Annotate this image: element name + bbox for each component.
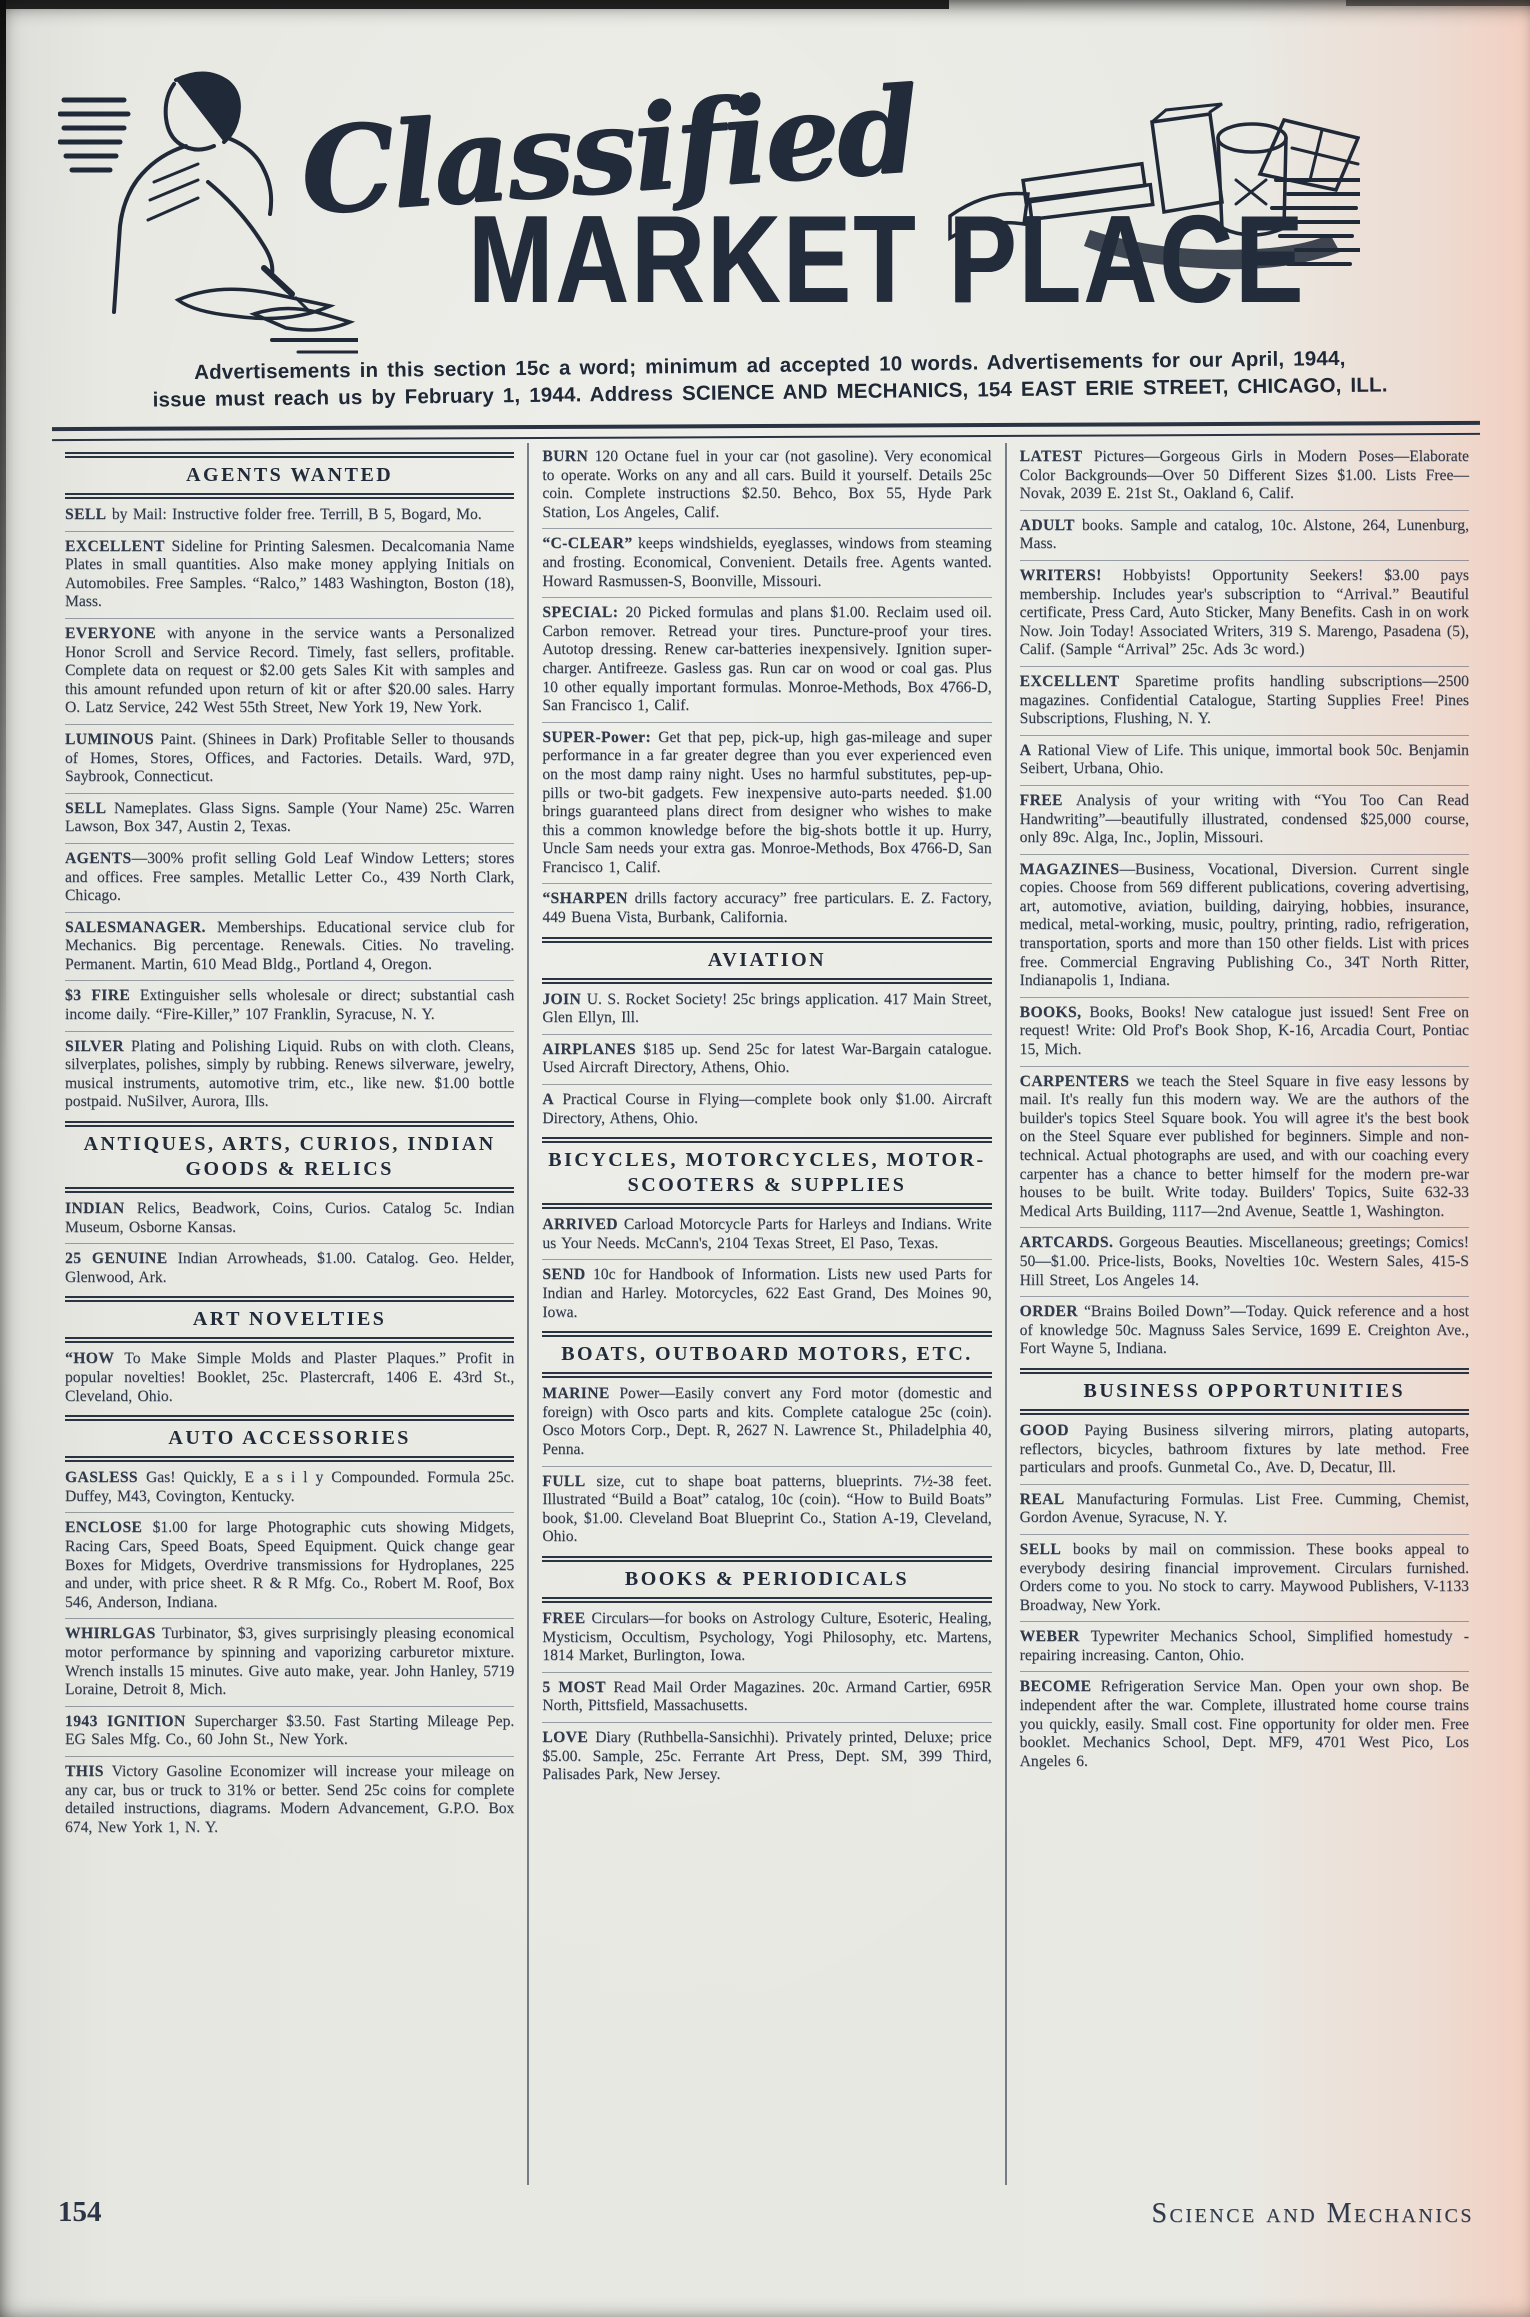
classified-ad: FREE Circulars—for books on Astrology Culture, Esoteric, Healing, Mysticism, Occultism, Psychology, Yogi Philosophy, etc. Martens, 1814 Market, Burlington, Iowa. [542, 1609, 992, 1665]
section-heading-label: BOOKS & PERIODICALS [542, 1560, 991, 1599]
classified-ad: ARTCARDS. Gorgeous Beauties. Miscellaneous; greetings; Comics! 50—$1.00. Price-lists, Books, Novelties 10c. Western Sales, 415-S Hill Street, Los Angeles 14. [1020, 1227, 1469, 1290]
ad-lead: MAGAZINES [1019, 860, 1120, 878]
ad-lead: FULL [542, 1472, 586, 1490]
ad-lead: FREE [1019, 791, 1063, 809]
section-heading [542, 1331, 991, 1378]
masthead-rule [52, 421, 1480, 441]
ad-lead: WRITERS! [1019, 566, 1102, 584]
ad-lead: LATEST [1019, 448, 1083, 465]
classified-ad: “C-CLEAR” keeps windshields, eyeglasses, windows from steaming and frosting. Economical, Convenient. Details free. Agents wanted. Howard Rasmussen-S, Boonville, Missouri. [542, 528, 991, 591]
ad-lead: ENCLOSE [65, 1519, 143, 1537]
classified-ad: BECOME Refrigeration Service Man. Open your own shop. Be independent after the war. Complete, illustrated home course trains you quickly, easily. Small cost. Fine opportunity for older men. Free booklet. Mechanics School, Dept. MF9, 4701 West Pico, Los Angeles 6. [1020, 1671, 1469, 1771]
section-heading [65, 452, 514, 499]
ad-lead: LUMINOUS [65, 730, 154, 748]
section-heading [1020, 1368, 1469, 1415]
ad-lead: 1943 IGNITION [65, 1712, 186, 1730]
ad-lead: EVERYONE [65, 624, 157, 642]
classified-ad: LUMINOUS Paint. (Shinees in Dark) Profitable Seller to thousands of Homes, Stores, Offices, and Factories. Details. Ward, 97D, Saybrook, Connecticut. [65, 724, 514, 787]
ad-lead: GOOD [1019, 1421, 1069, 1439]
classified-ad: 5 MOST Read Mail Order Magazines. 20c. Armand Cartier, 695R North, Pittsfield, Massachusetts. [542, 1672, 991, 1716]
ad-lead: 5 MOST [542, 1678, 606, 1696]
ad-lead: AIRPLANES [542, 1040, 637, 1058]
section-heading [542, 1556, 991, 1603]
classified-ad: WRITERS! Hobbyists! Opportunity Seekers! $3.00 pays membership. Includes year's subscription to “Arrival.” Beautiful certificate, Press Card, Auto Sticker, Many Benefits. Cash in on work Now. Join Today! Associated Writers, 319 S. Marengo, Pasadena (5), Calif. (Sample “Arrival” 25c. Ads 3c word.) [1020, 560, 1469, 660]
ad-lead: WHIRLGAS [65, 1625, 156, 1643]
ad-lead: EXCELLENT [65, 537, 165, 555]
classified-ad: INDIAN Relics, Beadwork, Coins, Curios. Catalog 5c. Indian Museum, Osborne Kansas. [65, 1200, 515, 1236]
ad-lead: SELL [65, 506, 107, 523]
ad-rates-line2: issue must reach us by February 1, 1944. Address SCIENCE AND MECHANICS, 154 EAST ERIE STREET, CHICAGO, ILL. [152, 373, 1388, 412]
ad-lead: REAL [1019, 1490, 1065, 1508]
section-heading-label: ART NOVELTIES [65, 1300, 514, 1339]
classified-ad: SPECIAL: 20 Picked formulas and plans $1.00. Reclaim used oil. Carbon remover. Retread your tires. Puncture-proof your tires. Autotop dressing. Renew car-batteries inexpensively. Ignition super-charger. Antifreeze. Gasless gas. Run car on wood or coal gas. Plus 10 other equally important formulas. Monroe-Methods, Box 4766-D, San Francisco 1, Calif. [542, 597, 991, 716]
ad-lead: JOIN [542, 990, 582, 1008]
classified-ad: A Practical Course in Flying—complete book only $1.00. Aircraft Directory, Athens, Ohio. [542, 1084, 991, 1128]
section-heading [542, 937, 991, 984]
ad-lead: WEBER [1019, 1628, 1080, 1646]
magazine-name: Science and Mechanics [1151, 2198, 1474, 2229]
classified-ad: “HOW To Make Simple Molds and Plaster Plaques.” Profit in popular novelties! Booklet, 25c. Plastercraft, 1406 E. 43rd St., Cleveland, Ohio. [65, 1350, 515, 1405]
column [52, 443, 527, 2185]
classified-ad: REAL Manufacturing Formulas. List Free. Cumming, Chemist, Gordon Avenue, Syracuse, N. Y. [1020, 1484, 1469, 1528]
ad-lead: BURN [542, 448, 589, 465]
classified-ad: “SHARPEN drills factory accuracy” free particulars. E. Z. Factory, 449 Buena Vista, Burbank, California. [542, 883, 991, 927]
section-heading-label: BICYCLES, MOTORCYCLES, MOTOR-SCOOTERS & SUPPLIES [542, 1141, 991, 1205]
classified-ad: BURN 120 Octane fuel in your car (not gasoline). Very economical to operate. Works on any and all cars. Build it yourself. Details 25c coin. Complete instructions $2.50. Behco, Box 55, Hyde Park Station, Los Angeles, Calif. [542, 448, 992, 521]
classified-ad: SELL books by mail on commission. These books appeal to everybody desiring financial improvement. Circulars furnished. Orders come to you. No stock to carry. Maywood Publishers, V-1133 Broadway, New York. [1020, 1534, 1469, 1615]
section-heading-label: AVIATION [542, 941, 991, 980]
classified-ad: ARRIVED Carload Motorcycle Parts for Harleys and Indians. Write us Your Needs. McCann's, 2104 Texas Street, El Paso, Texas. [542, 1216, 992, 1252]
ad-lead: CARPENTERS [1019, 1072, 1130, 1090]
ad-lead: THIS [65, 1762, 104, 1780]
ad-lead: EXCELLENT [1019, 672, 1120, 690]
section-heading-label: AGENTS WANTED [65, 456, 514, 495]
ad-lead: BECOME [1019, 1678, 1092, 1696]
section-heading [65, 1296, 514, 1343]
classified-ad: 25 GENUINE Indian Arrowheads, $1.00. Catalog. Geo. Helder, Glenwood, Ark. [65, 1243, 514, 1287]
section-heading-label: ANTIQUES, ARTS, CURIOS, INDIAN GOODS & RELICS [65, 1125, 514, 1189]
classified-ad: JOIN U. S. Rocket Society! 25c brings application. 417 Main Street, Glen Ellyn, Ill. [542, 990, 992, 1027]
ad-lead: ARRIVED [542, 1216, 618, 1234]
ad-lead: INDIAN [65, 1200, 125, 1218]
ad-lead: SUPER-Power: [542, 728, 652, 746]
ad-lead: GASLESS [65, 1469, 139, 1487]
classified-ad: WEBER Typewriter Mechanics School, Simplified homestudy - repairing increasing. Canton, Ohio. [1020, 1621, 1469, 1665]
classified-ad: LATEST Pictures—Gorgeous Girls in Modern Poses—Elaborate Color Backgrounds—Over 50 Different Sizes $1.00. Lists Free—Novak, 2039 E. 21st St., Oakland 6, Calif. [1019, 448, 1469, 503]
ad-lead: SELL [65, 799, 107, 817]
section-heading [65, 1415, 514, 1462]
section-heading-label: BUSINESS OPPORTUNITIES [1020, 1372, 1469, 1411]
classified-ad: 1943 IGNITION Supercharger $3.50. Fast Starting Mileage Pep. EG Sales Mfg. Co., 60 John St., New York. [65, 1706, 514, 1750]
classified-ad: SELL by Mail: Instructive folder free. Terrill, B 5, Bogard, Mo. [65, 506, 482, 523]
ad-lead: SPECIAL: [542, 604, 619, 622]
ad-lead: “C-CLEAR” [542, 535, 633, 553]
ad-lead: BOOKS, [1019, 1003, 1082, 1021]
classified-ad: MARINE Power—Easily convert any Ford motor (domestic and foreign) with Osco parts and kits. Complete catalogue 25c (coin). Osco Motors Corp., Dept. R, 2627 N. Lawrence St., Philadelphia 40, Penna. [542, 1385, 992, 1458]
ad-lead: “SHARPEN [542, 890, 628, 908]
classified-ad: MAGAZINES—Business, Vocational, Diversion. Current single copies. Choose from 569 different publications, covering advertising, art, automotive, aviation, building, dairying, hobbies, insurance, medical, metal-working, music, poultry, printing, radio, refrigeration, transportation, sports and more than 150 other fields. List with prices free. Commercial Engraving Publishing Co., 34T North Ritter, Indianapolis 1, Indiana. [1020, 854, 1469, 991]
column [1005, 443, 1482, 2185]
classified-ad: ORDER “Brains Boiled Down”—Today. Quick reference and a host of knowledge 50c. Magnuss Sales Service, 1699 E. Creighton Ave., Fort Wayne 5, Indiana. [1020, 1296, 1469, 1359]
classified-ad: ADULT books. Sample and catalog, 10c. Alstone, 264, Lunenburg, Mass. [1020, 510, 1469, 554]
ad-rates-line1: Advertisements in this section 15c a word; minimum ad accepted 10 words. Advertisements for our April, 1944, [193, 346, 1346, 385]
section-heading [542, 1137, 991, 1209]
ad-lead: SEND [542, 1266, 586, 1284]
ad-lead: ORDER [1019, 1303, 1078, 1321]
classified-ad: AGENTS—300% profit selling Gold Leaf Window Letters; stores and offices. Free samples. Metallic Letter Co., 439 North Clark, Chicago. [65, 843, 514, 906]
classified-ad: EVERYONE with anyone in the service wants a Personalized Honor Scroll and Service Record. Timely, fast sellers, profitable. Complete data on request or $2.00 gets Sales Kit with samples and this amount refunded upon return of kit or after $20.00 sales. Harry O. Latz Service, 242 West 55th Street, New York 19, New York. [65, 618, 514, 718]
classified-ad: ENCLOSE $1.00 for large Photographic cuts showing Midgets, Racing Cars, Speed Boats, Speed Equipment. Quick change gear Boxes for Midgets, Overdrive transmissions for Hydroplanes, 225 and under, with price sheet. R & R Mfg. Co., Robert M. Roof, Box 546, Anderson, Indiana. [65, 1512, 514, 1612]
ad-lead: SILVER [65, 1037, 125, 1055]
classified-ad: $3 FIRE Extinguisher sells wholesale or direct; substantial cash income daily. “Fire-Killer,” 107 Franklin, Syracuse, N. Y. [65, 980, 514, 1024]
page-footer [52, 2196, 1482, 2236]
classified-ad: GASLESS Gas! Quickly, E a s i l y Compounded. Formula 25c. Duffey, M43, Covington, Kentucky. [65, 1469, 515, 1505]
ad-lead: A [542, 1091, 554, 1109]
ad-lead: “HOW [65, 1350, 115, 1368]
ad-lead: ARTCARDS. [1019, 1234, 1114, 1252]
section-heading-label: AUTO ACCESSORIES [65, 1419, 514, 1458]
ad-lead: $3 FIRE [65, 987, 131, 1005]
classified-ad: LOVE Diary (Ruthbella-Sansichhi). Privately printed, Deluxe; price $5.00. Sample, 25c. Ferrante Art Press, Dept. SM, 399 Third, Palisades Park, New Jersey. [542, 1722, 991, 1785]
ad-lead: SELL [1019, 1540, 1062, 1558]
ad-lead: A [1019, 741, 1032, 759]
section-heading [65, 1121, 514, 1193]
classified-ad: CARPENTERS we teach the Steel Square in five easy lessons by mail. It's really fun this modern way. We are the authors of the builder's topics Steel Square book. You will agree it's the best book on the Steel Square ever published for beginners. Simple and non-technical. Actual photographs are used, and with our coaching every carpenter has a chance to better himself for the modern pre-war houses to be built. Write today. Builders' Topics, Suite 632-33 Medical Arts Building, 1117—2nd Avenue, Seattle 1, Washington. [1020, 1066, 1469, 1222]
classified-ad: GOOD Paying Business silvering mirrors, plating autoparts, reflectors, bicycles, bathroom fixtures by late method. Free particulars and proofs. Gunmetal Co., Ave. D, Decatur, Ill. [1019, 1421, 1469, 1477]
column [527, 443, 1004, 2185]
classified-columns [52, 443, 1482, 2185]
page-title-main: MARKET PLACE [468, 191, 1306, 329]
classified-ad: SELL Nameplates. Glass Signs. Sample (Your Name) 25c. Warren Lawson, Box 347, Austin 2, Texas. [65, 793, 514, 837]
classified-ad: SEND 10c for Handbook of Information. Lists new used Parts for Indian and Harley. Motorcycles, 622 East Grand, Des Moines 90, Iowa. [542, 1259, 991, 1322]
classified-ad: THIS Victory Gasoline Economizer will increase your mileage on any car, bus or truck to 31% or better. Send 25c coins for complete detailed instructions, diagrams. Modern Advancement, G.P.O. Box 674, New York 1, N. Y. [65, 1756, 514, 1837]
page-number: 154 [58, 2196, 102, 2228]
classified-ad: SILVER Plating and Polishing Liquid. Rubs on with cloth. Cleans, silverplates, polishes, simply by rubbing. Renews silverware, jewelry, musical instruments, automotive trim, etc., like new. $1.00 bottle postpaid. NuSilver, Aurora, Ills. [65, 1031, 514, 1112]
ad-lead: 25 GENUINE [65, 1250, 168, 1268]
page-title-script: Classified [296, 59, 921, 242]
ad-lead: LOVE [542, 1728, 589, 1746]
classified-ad: SUPER-Power: Get that pep, pick-up, high gas-mileage and super performance in a far greater degree than you ever experienced even on the most damp rainy night. Uses no harmful substitutes, pep-up-pills or two-bit gadgets. Few inexpensive auto-parts needed. $1.00 brings guaranteed plans direct from designer who wishes to make this a common knowledge before the big-shots bottle it up. Hurry, Uncle Sam needs your extra gas. Monroe-Methods, Box 4766-D, San Francisco 1, Calif. [542, 722, 991, 878]
section-heading-label: BOATS, OUTBOARD MOTORS, ETC. [542, 1335, 991, 1374]
ad-lead: SALESMANAGER. [65, 918, 206, 936]
ad-lead: MARINE [542, 1385, 610, 1403]
classified-ad: SALESMANAGER. Memberships. Educational service club for Mechanics. Big percentage. Renewals. Cities. No traveling. Permanent. Martin, 610 Mead Bldg., Portland 4, Oregon. [65, 912, 514, 975]
ad-lead: AGENTS [65, 849, 132, 867]
classified-ad: EXCELLENT Sparetime profits handling subscriptions—2500 magazines. Confidential Catalogue, Starting Supplies Free! Pines Subscriptions, Flushing, N. Y. [1020, 666, 1469, 729]
ad-lead: ADULT [1019, 516, 1075, 534]
ad-lead: FREE [542, 1609, 586, 1627]
classified-ad: A Rational View of Life. This unique, immortal book 50c. Benjamin Seibert, Urbana, Ohio. [1020, 735, 1469, 779]
masthead [0, 0, 1530, 445]
classified-ad: FULL size, cut to shape boat patterns, blueprints. 7½-38 feet. Illustrated “Build a Boat” catalog, 10c (coin). “How to Build Boats” book, $1.00. Cleveland Boat Blueprint Co., Station A-19, Cleveland, Ohio. [542, 1466, 991, 1547]
classified-ad: EXCELLENT Sideline for Printing Salesmen. Decalcomania Name Plates in small quantities. Also make money applying Initials on Automobiles. Free Samples. “Ralco,” 1483 Washington, Boston (18), Mass. [65, 531, 514, 612]
classified-ad: FREE Analysis of your writing with “You Too Can Read Handwriting”—beautifully illustrated, condensed $25,000 course, only 89c. Alga, Inc., Joplin, Missouri. [1020, 785, 1469, 848]
classified-ad: WHIRLGAS Turbinator, $3, gives surprisingly pleasing economical motor performance by spinning and vaporizing carburetor mixture. Wrench installs 15 minutes. Give auto make, year. John Hanley, 5719 Loraine, Detroit 8, Mich. [65, 1618, 514, 1699]
classified-ad: AIRPLANES $185 up. Send 25c for latest War-Bargain catalogue. Used Aircraft Directory, Athens, Ohio. [542, 1034, 991, 1078]
classified-ad: BOOKS, Books, Books! New catalogue just issued! Sent Free on request! Write: Old Prof's Book Shop, K-16, Arcadia Court, Pontiac 15, Mich. [1020, 997, 1469, 1060]
